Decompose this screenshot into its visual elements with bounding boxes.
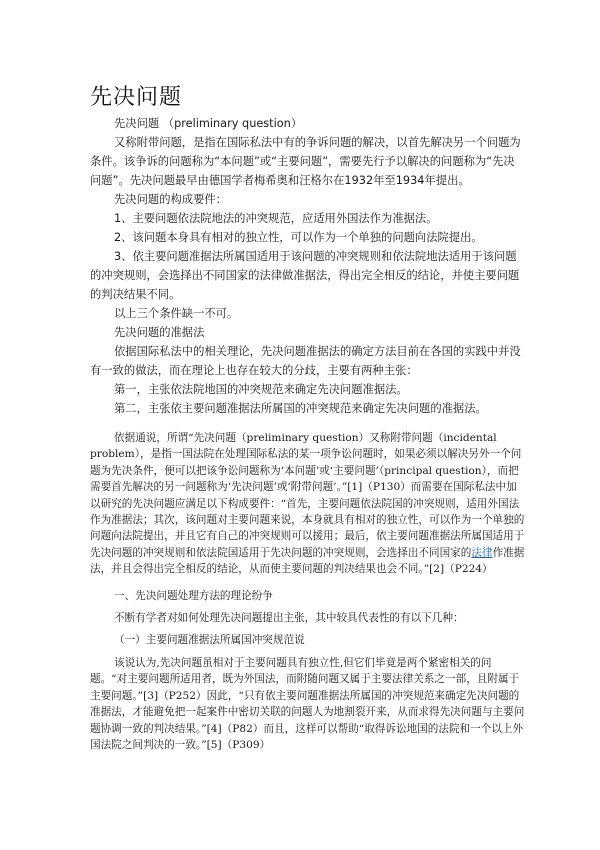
subheading: （一）主要问题准据法所属国冲突规范说: [114, 634, 305, 647]
intro-paragraph: 不断有学者对如何处理先决问题提出主张，其中较具代表性的有以下几种：: [114, 612, 464, 625]
definition-paragraph: 又称附带问题，是指在国际私法中有的争诉问题的解决，以首先解决另一个问题为条件。该争诉的问题称为“本问题”或“主要问题”，需要先行予以解决的问题称为“先决问题”。先决问题最早由德国学者梅希奥和汪格尔在1932年至1934年提出。: [90, 136, 521, 187]
element-item: 2、该问题本身具有相对的独立性，可以作为一个单独的问题向法院提出。: [114, 231, 483, 244]
law-heading: 先决问题的准据法: [114, 326, 205, 339]
elements-heading: 先决问题的构成要件：: [114, 193, 227, 206]
article-paragraph-2: 该说认为,先决问题虽相对于主要问题具有独立性,但它们毕竟是两个紧密相关的问题。“对主要问题所适用者，既为外国法，而附随问题又属于主要法律关系之一部，且附属于主要问题。”[3]（P252）因此，“只有依主要问题准据法所属国的冲突规范来确定先决问题的准据法，才能避免把一起案件中密切关联的问题人为地割裂开来，从而求得先决问题与主要问题协调一致的判决结果。”[4]（P82）而且，这样可以帮助“取得诉讼地国的法院和一个以上外国法院之间判决的一致。”[5]（P309）: [90, 656, 525, 751]
view-one: 第一，主张依法院地国的冲突规范来确定先决问题准据法。: [114, 383, 408, 396]
term-line: 先决问题 （preliminary question）: [114, 117, 303, 130]
definition-section: [90, 114, 524, 418]
section-heading: 一、先决问题处理方法的理论纷争: [114, 589, 273, 602]
article-paragraph-1: [90, 430, 526, 578]
conclusion-line: 以上三个条件缺一不可。: [114, 307, 239, 320]
paragraph-text: 作准据法，并且会得出完全相反的结论，从而使主要问题的判决结果也会不同。”[2]（P224）: [90, 546, 525, 576]
view-two: 第二，主张依主要问题准据法所属国的冲突规范来确定先决问题的准据法。: [114, 402, 487, 415]
law-paragraph: 依据国际私法中的相关理论，先决问题准据法的确定方法目前在各国的实践中并没有一致的做法，而在理论上也存在较大的分歧，主要有两种主张：: [90, 345, 521, 377]
law-link[interactable]: 法律: [471, 546, 493, 559]
article-section: [90, 430, 526, 753]
page-title: 先决问题: [90, 85, 183, 110]
element-item: 3、依主要问题准据法所属国适用于该问题的冲突规则和依法院地法适用于该问题的冲突规则，会选择出不同国家的法律做准据法，得出完全相反的结论，并使主要问题的判决结果不同。: [90, 250, 520, 301]
paragraph-text: 依据通说，所谓“先决问题（preliminary question）又称附带问题（incidental problem），是指一国法院在处理国际私法的某一项争讼问题时，如果必须以解决另外一个问题为先决条件，便可以把该争讼问题称为‘本问题’或‘主要问题’（principal question），而把需要首先解决的另一问题称为‘先决问题’或‘附带问题’。”[1]（P130）而需要在国际私法中加以研究的先决问题应满足以下构成要件：“首先，主要问题依法院国的冲突规则，适用外国法作为准据法；其次，该问题对主要问题来说，本身就具有相对的独立性，可以作为一个单独的问题向法院提出，并且它有自己的冲突规则可以援用；最后，依主要问题准据法所属国适用于先决问题的冲突规则和依法院国适用于先决问题的冲突规则，会选择出不同国家的: [90, 432, 525, 559]
element-item: 1、主要问题依法院地法的冲突规范，应适用外国法作为准据法。: [114, 212, 438, 225]
